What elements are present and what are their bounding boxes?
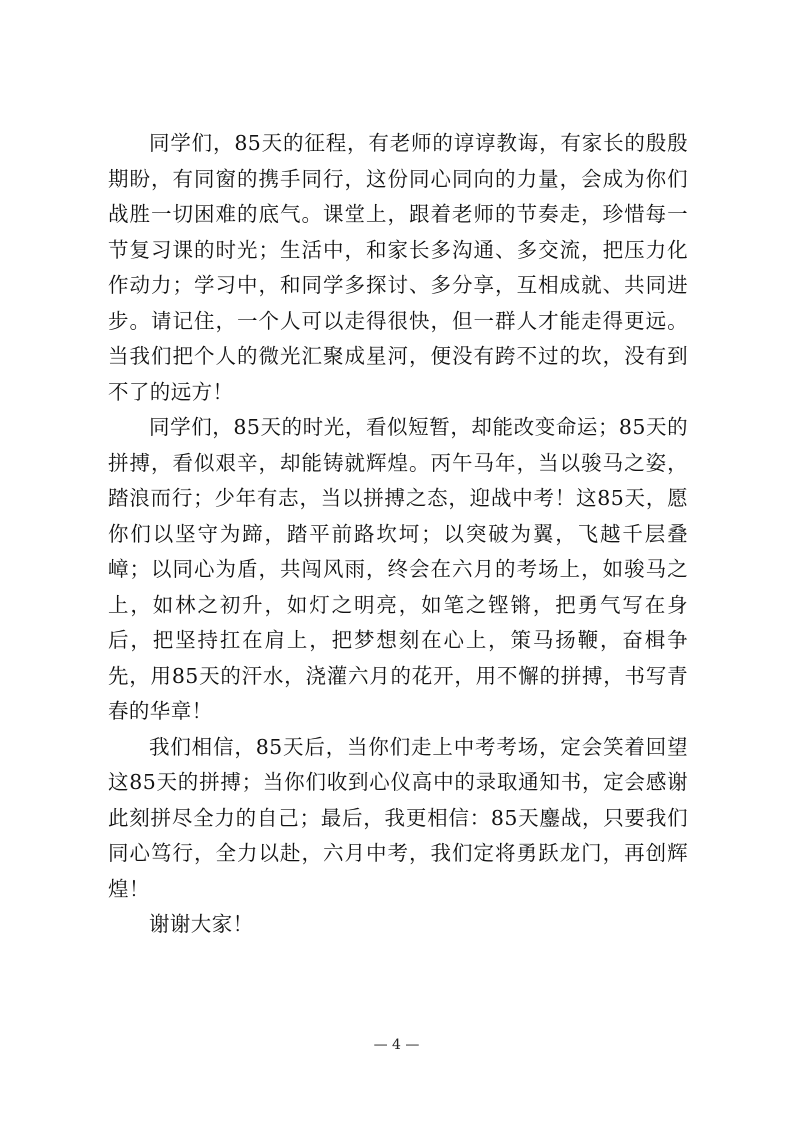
document-body (108, 126, 688, 943)
paragraph-thanks: 谢谢大家！ (149, 912, 254, 936)
paragraph-unity: 同学们，85天的征程，有老师的谆谆教诲，有家长的殷殷期盼，有同窗的携手同行，这份同心同向的力量，会成为你们战胜一切困难的底气。课堂上，跟着老师的节奏走，珍惜每一节复习课的时光；生活中，和家长多沟通、多交流，把压力化作动力；学习中，和同学多探讨、多分享，互相成就、共同进步。请记住，一个人可以走得很快，但一群人才能走得更远。当我们把个人的微光汇聚成星河，便没有跨不过的坎，没有到不了的远方！ (108, 131, 688, 404)
page-number: — 4 — (373, 1037, 420, 1053)
paragraph-belief: 我们相信，85天后，当你们走上中考考场，定会笑着回望这85天的拼搏；当你们收到心仪高中的录取通知书，定会感谢此刻拼尽全力的自己；最后，我更相信：85天鏖战，只要我们同心笃行，全力以赴，六月中考，我们定将勇跃龙门，再创辉煌！ (108, 734, 688, 901)
paragraph-85-days: 同学们，85天的时光，看似短暂，却能改变命运；85天的拼搏，看似艰辛，却能铸就辉煌。丙午马年，当以骏马之姿，踏浪而行；少年有志，当以拼搏之态，迎战中考！这85天，愿你们以坚守为蹄，踏平前路坎坷；以突破为翼，飞越千层叠嶂；以同心为盾，共闯风雨，终会在六月的考场上，如骏马之上，如林之初升，如灯之明亮，如笔之铿锵，把勇气写在身后，把坚持扛在肩上，把梦想刻在心上，策马扬鞭，奋楫争先，用85天的汗水，浇灌六月的花开，用不懈的拼搏，书写青春的华章！ (108, 415, 688, 723)
